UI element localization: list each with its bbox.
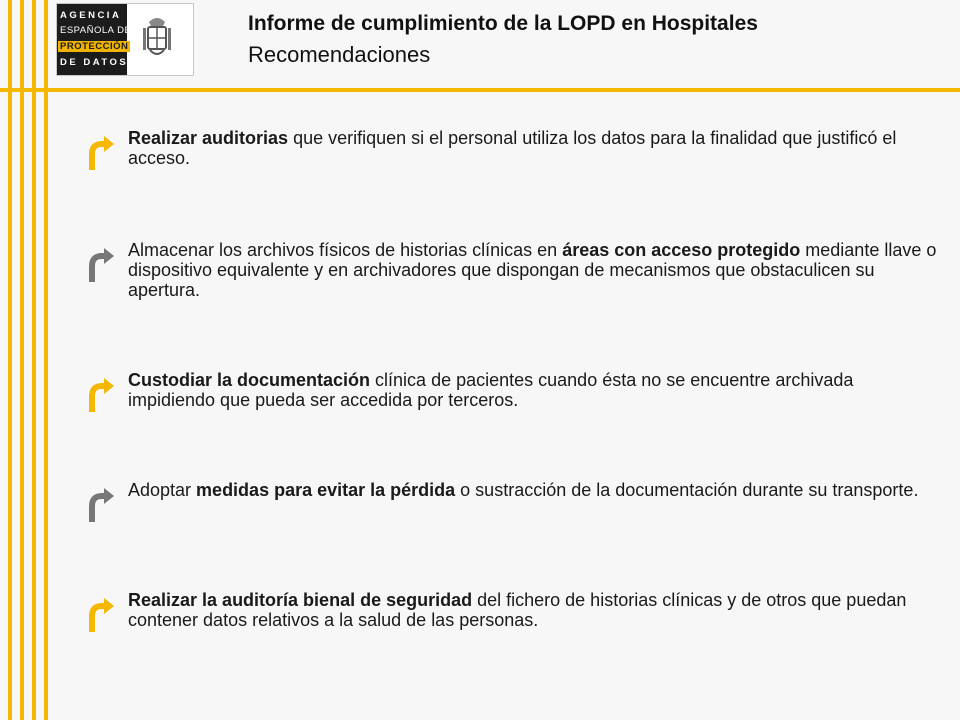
slide-header (0, 0, 960, 78)
logo-line: DE DATOS (60, 57, 129, 68)
bullet-arrow-icon (86, 246, 116, 284)
recommendation-text (128, 128, 943, 168)
recommendation-text (128, 370, 943, 410)
recommendation-emphasis: Realizar auditorias (128, 128, 289, 148)
recommendation-text (128, 590, 943, 630)
frame-line (44, 0, 48, 720)
bullet-arrow-icon (86, 596, 116, 634)
recommendation-text (128, 480, 943, 500)
frame-line (32, 0, 36, 720)
logo-line: AGENCIA (60, 10, 122, 21)
recommendation-text (128, 240, 943, 300)
seal-icon (141, 14, 173, 62)
recommendation-body: clínica de pacientes cuando ésta no se encuentre archivada impidiendo que pueda ser accedida por terceros. (128, 370, 854, 410)
recommendation-emphasis: áreas con acceso protegido (562, 240, 801, 260)
bullet-arrow-icon (86, 376, 116, 414)
page-title: Informe de cumplimiento de la LOPD en Hospitales (248, 12, 758, 35)
logo-wordmark (57, 4, 132, 75)
frame-line (20, 0, 24, 720)
recommendation-body: Adoptar (128, 480, 197, 500)
logo-line: ESPAÑOLA DE (60, 25, 132, 36)
frame-line (8, 0, 12, 720)
recommendation-body: mediante llave o dispositivo equivalente y en archivadores que dispongan de mecanismos que obstaculicen su apertura. (128, 240, 937, 300)
agency-logo (56, 3, 194, 76)
recommendation-emphasis: medidas para evitar la pérdida (196, 480, 456, 500)
page-subtitle: Recomendaciones (248, 42, 431, 67)
bullet-arrow-icon (86, 134, 116, 172)
recommendation-body: Almacenar los archivos físicos de historias clínicas en (128, 240, 563, 260)
recommendation-body: que verifiquen si el personal utiliza los datos para la finalidad que justificó el acceso. (128, 128, 897, 168)
recommendation-emphasis: Custodiar la documentación (128, 370, 371, 390)
recommendation-emphasis: Realizar la auditoría bienal de seguridad (128, 590, 473, 610)
bullet-arrow-icon (86, 486, 116, 524)
logo-line: PROTECCIÓN (60, 41, 129, 52)
recommendation-body: del fichero de historias clínicas y de otros que puedan contener datos relativos a la salud de las personas. (128, 590, 907, 630)
recommendation-body: o sustracción de la documentación durante su transporte. (455, 480, 919, 500)
header-divider (0, 88, 960, 92)
